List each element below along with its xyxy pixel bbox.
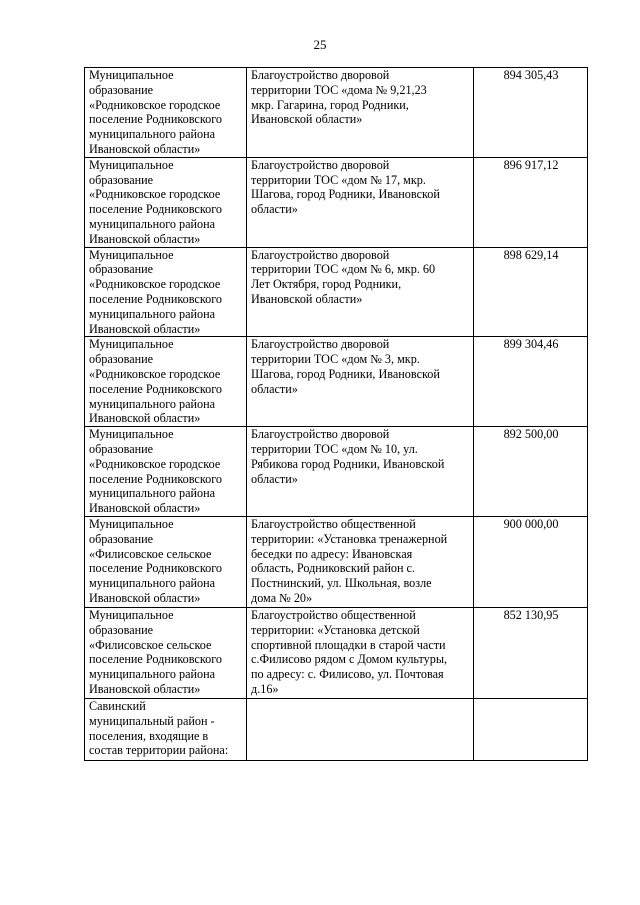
project-cell: Благоустройство общественной территории: «Установка тренажерной беседки по адресу: Ивановская область, Родниковский район с. Постнинский, ул. Школьная, возле дома № 20» — [247, 516, 474, 607]
table-row — [85, 607, 588, 698]
amount-cell — [474, 698, 588, 760]
subsidy-table — [84, 67, 588, 761]
municipality-cell: Муниципальное образование «Родниковское городское поселение Родниковского муниципального района Ивановской области» — [85, 337, 247, 427]
table-row — [85, 157, 588, 247]
amount-cell: 896 917,12 — [474, 157, 588, 247]
table-row — [85, 427, 588, 517]
table-row — [85, 698, 588, 760]
table-row — [85, 337, 588, 427]
amount-cell: 900 000,00 — [474, 516, 588, 607]
table-row — [85, 516, 588, 607]
project-cell: Благоустройство дворовой территории ТОС «дом № 3, мкр. Шагова, город Родники, Ивановской области» — [247, 337, 474, 427]
amount-cell: 892 500,00 — [474, 427, 588, 517]
table-row — [85, 247, 588, 337]
amount-cell: 899 304,46 — [474, 337, 588, 427]
amount-cell: 898 629,14 — [474, 247, 588, 337]
project-cell: Благоустройство общественной территории: «Установка детской спортивной площадки в старой части с.Филисово рядом с Домом культуры, по адресу: с. Филисово, ул. Почтовая д.16» — [247, 607, 474, 698]
project-cell: Благоустройство дворовой территории ТОС «дом № 6, мкр. 60 Лет Октября, город Родники, Ивановской области» — [247, 247, 474, 337]
municipality-cell: Савинский муниципальный район - поселения, входящие в состав территории района: — [85, 698, 247, 760]
amount-cell: 894 305,43 — [474, 68, 588, 158]
project-cell: Благоустройство дворовой территории ТОС «дом № 17, мкр. Шагова, город Родники, Ивановской области» — [247, 157, 474, 247]
municipality-cell: Муниципальное образование «Родниковское городское поселение Родниковского муниципального района Ивановской области» — [85, 427, 247, 517]
municipality-cell: Муниципальное образование «Родниковское городское поселение Родниковского муниципального района Ивановской области» — [85, 157, 247, 247]
amount-cell: 852 130,95 — [474, 607, 588, 698]
project-cell — [247, 698, 474, 760]
municipality-cell: Муниципальное образование «Родниковское городское поселение Родниковского муниципального района Ивановской области» — [85, 68, 247, 158]
project-cell: Благоустройство дворовой территории ТОС «дом № 10, ул. Рябикова город Родники, Ивановской области» — [247, 427, 474, 517]
municipality-cell: Муниципальное образование «Филисовское сельское поселение Родниковского муниципального района Ивановской области» — [85, 516, 247, 607]
table-row — [85, 68, 588, 158]
municipality-cell: Муниципальное образование «Филисовское сельское поселение Родниковского муниципального района Ивановской области» — [85, 607, 247, 698]
page-number: 25 — [313, 37, 327, 52]
project-cell: Благоустройство дворовой территории ТОС «дома № 9,21,23 мкр. Гагарина, город Родники, Ивановской области» — [247, 68, 474, 158]
municipality-cell: Муниципальное образование «Родниковское городское поселение Родниковского муниципального района Ивановской области» — [85, 247, 247, 337]
